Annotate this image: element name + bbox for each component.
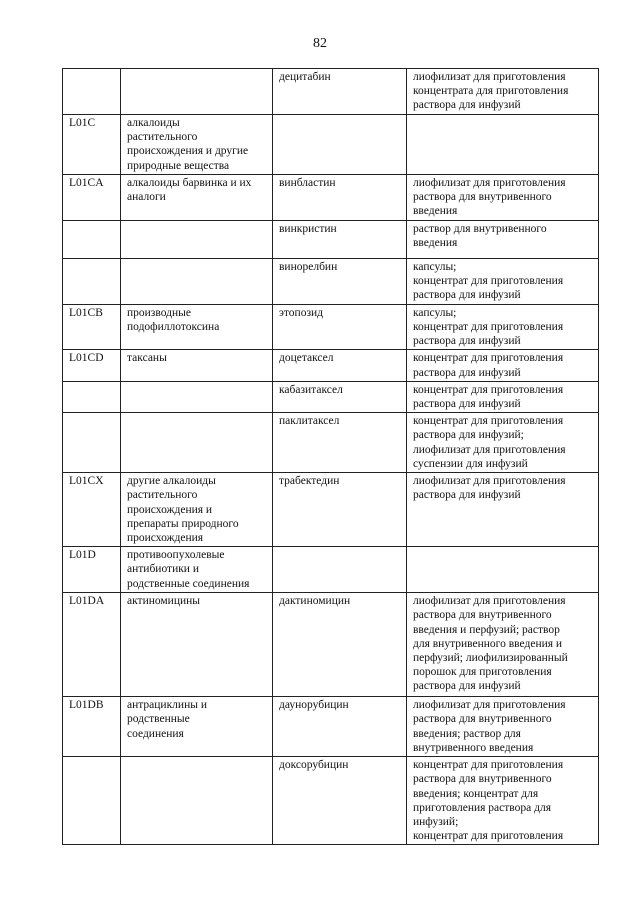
group-name-cell: противоопухолевые антибиотики и родственные соединения <box>121 547 273 593</box>
group-name-cell: другие алкалоиды растительного происхождения и препараты природного происхождения <box>121 473 273 547</box>
dosage-form-cell: концентрат для приготовления раствора для инфузий <box>407 350 599 381</box>
dosage-form-cell: лиофилизат для приготовления раствора для внутривенного введения; раствор для внутривенного введения <box>407 697 599 757</box>
group-name-cell <box>121 258 273 304</box>
drug-name-cell: даунорубицин <box>273 697 407 757</box>
atc-code-cell: L01DA <box>63 593 121 697</box>
dosage-form-cell: концентрат для приготовления раствора для инфузий; лиофилизат для приготовления суспензии для инфузий <box>407 413 599 473</box>
table-row <box>63 381 599 412</box>
dosage-form-cell: концентрат для приготовления раствора для внутривенного введения; концентрат для приготовления раствора для инфузий; концентрат для приготовления <box>407 757 599 845</box>
atc-code-cell <box>63 413 121 473</box>
table-row <box>63 697 599 757</box>
table-row <box>63 350 599 381</box>
table-row <box>63 593 599 697</box>
atc-code-cell: L01CD <box>63 350 121 381</box>
atc-code-cell: L01DB <box>63 697 121 757</box>
atc-code-cell <box>63 757 121 845</box>
atc-code-cell: L01CX <box>63 473 121 547</box>
drug-name-cell <box>273 547 407 593</box>
group-name-cell <box>121 69 273 115</box>
atc-code-cell <box>63 258 121 304</box>
drug-table <box>62 68 599 845</box>
dosage-form-cell <box>407 115 599 175</box>
table-row <box>63 174 599 220</box>
group-name-cell <box>121 757 273 845</box>
dosage-form-cell: капсулы; концентрат для приготовления раствора для инфузий <box>407 258 599 304</box>
drug-name-cell: винкристин <box>273 220 407 258</box>
drug-name-cell: децитабин <box>273 69 407 115</box>
atc-code-cell: L01C <box>63 115 121 175</box>
table-row <box>63 413 599 473</box>
group-name-cell <box>121 220 273 258</box>
table-body <box>63 69 599 845</box>
drug-name-cell: трабектедин <box>273 473 407 547</box>
group-name-cell: алкалоиды барвинка и их аналоги <box>121 174 273 220</box>
table-row <box>63 757 599 845</box>
group-name-cell: актиномицины <box>121 593 273 697</box>
dosage-form-cell <box>407 547 599 593</box>
dosage-form-cell: лиофилизат для приготовления раствора для инфузий <box>407 473 599 547</box>
table-row <box>63 258 599 304</box>
dosage-form-cell: лиофилизат для приготовления раствора для внутривенного введения и перфузий; раствор для внутривенного введения и перфузий; лиофилизированный порошок для приготовления раствора для инфузий <box>407 593 599 697</box>
table-row <box>63 69 599 115</box>
dosage-form-cell: раствор для внутривенного введения <box>407 220 599 258</box>
group-name-cell: алкалоиды растительного происхождения и другие природные вещества <box>121 115 273 175</box>
dosage-form-cell: концентрат для приготовления раствора для инфузий <box>407 381 599 412</box>
drug-name-cell: винорелбин <box>273 258 407 304</box>
drug-name-cell: доксорубицин <box>273 757 407 845</box>
drug-name-cell <box>273 115 407 175</box>
drug-name-cell: паклитаксел <box>273 413 407 473</box>
dosage-form-cell: лиофилизат для приготовления концентрата для приготовления раствора для инфузий <box>407 69 599 115</box>
atc-code-cell <box>63 220 121 258</box>
dosage-form-cell: лиофилизат для приготовления раствора для внутривенного введения <box>407 174 599 220</box>
table-row <box>63 304 599 350</box>
atc-code-cell <box>63 381 121 412</box>
table-row <box>63 473 599 547</box>
atc-code-cell: L01CB <box>63 304 121 350</box>
group-name-cell: антрациклины и родственные соединения <box>121 697 273 757</box>
group-name-cell <box>121 381 273 412</box>
atc-code-cell <box>63 69 121 115</box>
drug-name-cell: дактиномицин <box>273 593 407 697</box>
atc-code-cell: L01D <box>63 547 121 593</box>
atc-code-cell: L01CA <box>63 174 121 220</box>
table-row <box>63 115 599 175</box>
drug-name-cell: кабазитаксел <box>273 381 407 412</box>
dosage-form-cell: капсулы; концентрат для приготовления раствора для инфузий <box>407 304 599 350</box>
group-name-cell: производные подофиллотоксина <box>121 304 273 350</box>
group-name-cell: таксаны <box>121 350 273 381</box>
table-row <box>63 220 599 258</box>
drug-name-cell: винбластин <box>273 174 407 220</box>
drug-name-cell: этопозид <box>273 304 407 350</box>
group-name-cell <box>121 413 273 473</box>
page-number: 82 <box>313 36 327 51</box>
drug-name-cell: доцетаксел <box>273 350 407 381</box>
table-row <box>63 547 599 593</box>
